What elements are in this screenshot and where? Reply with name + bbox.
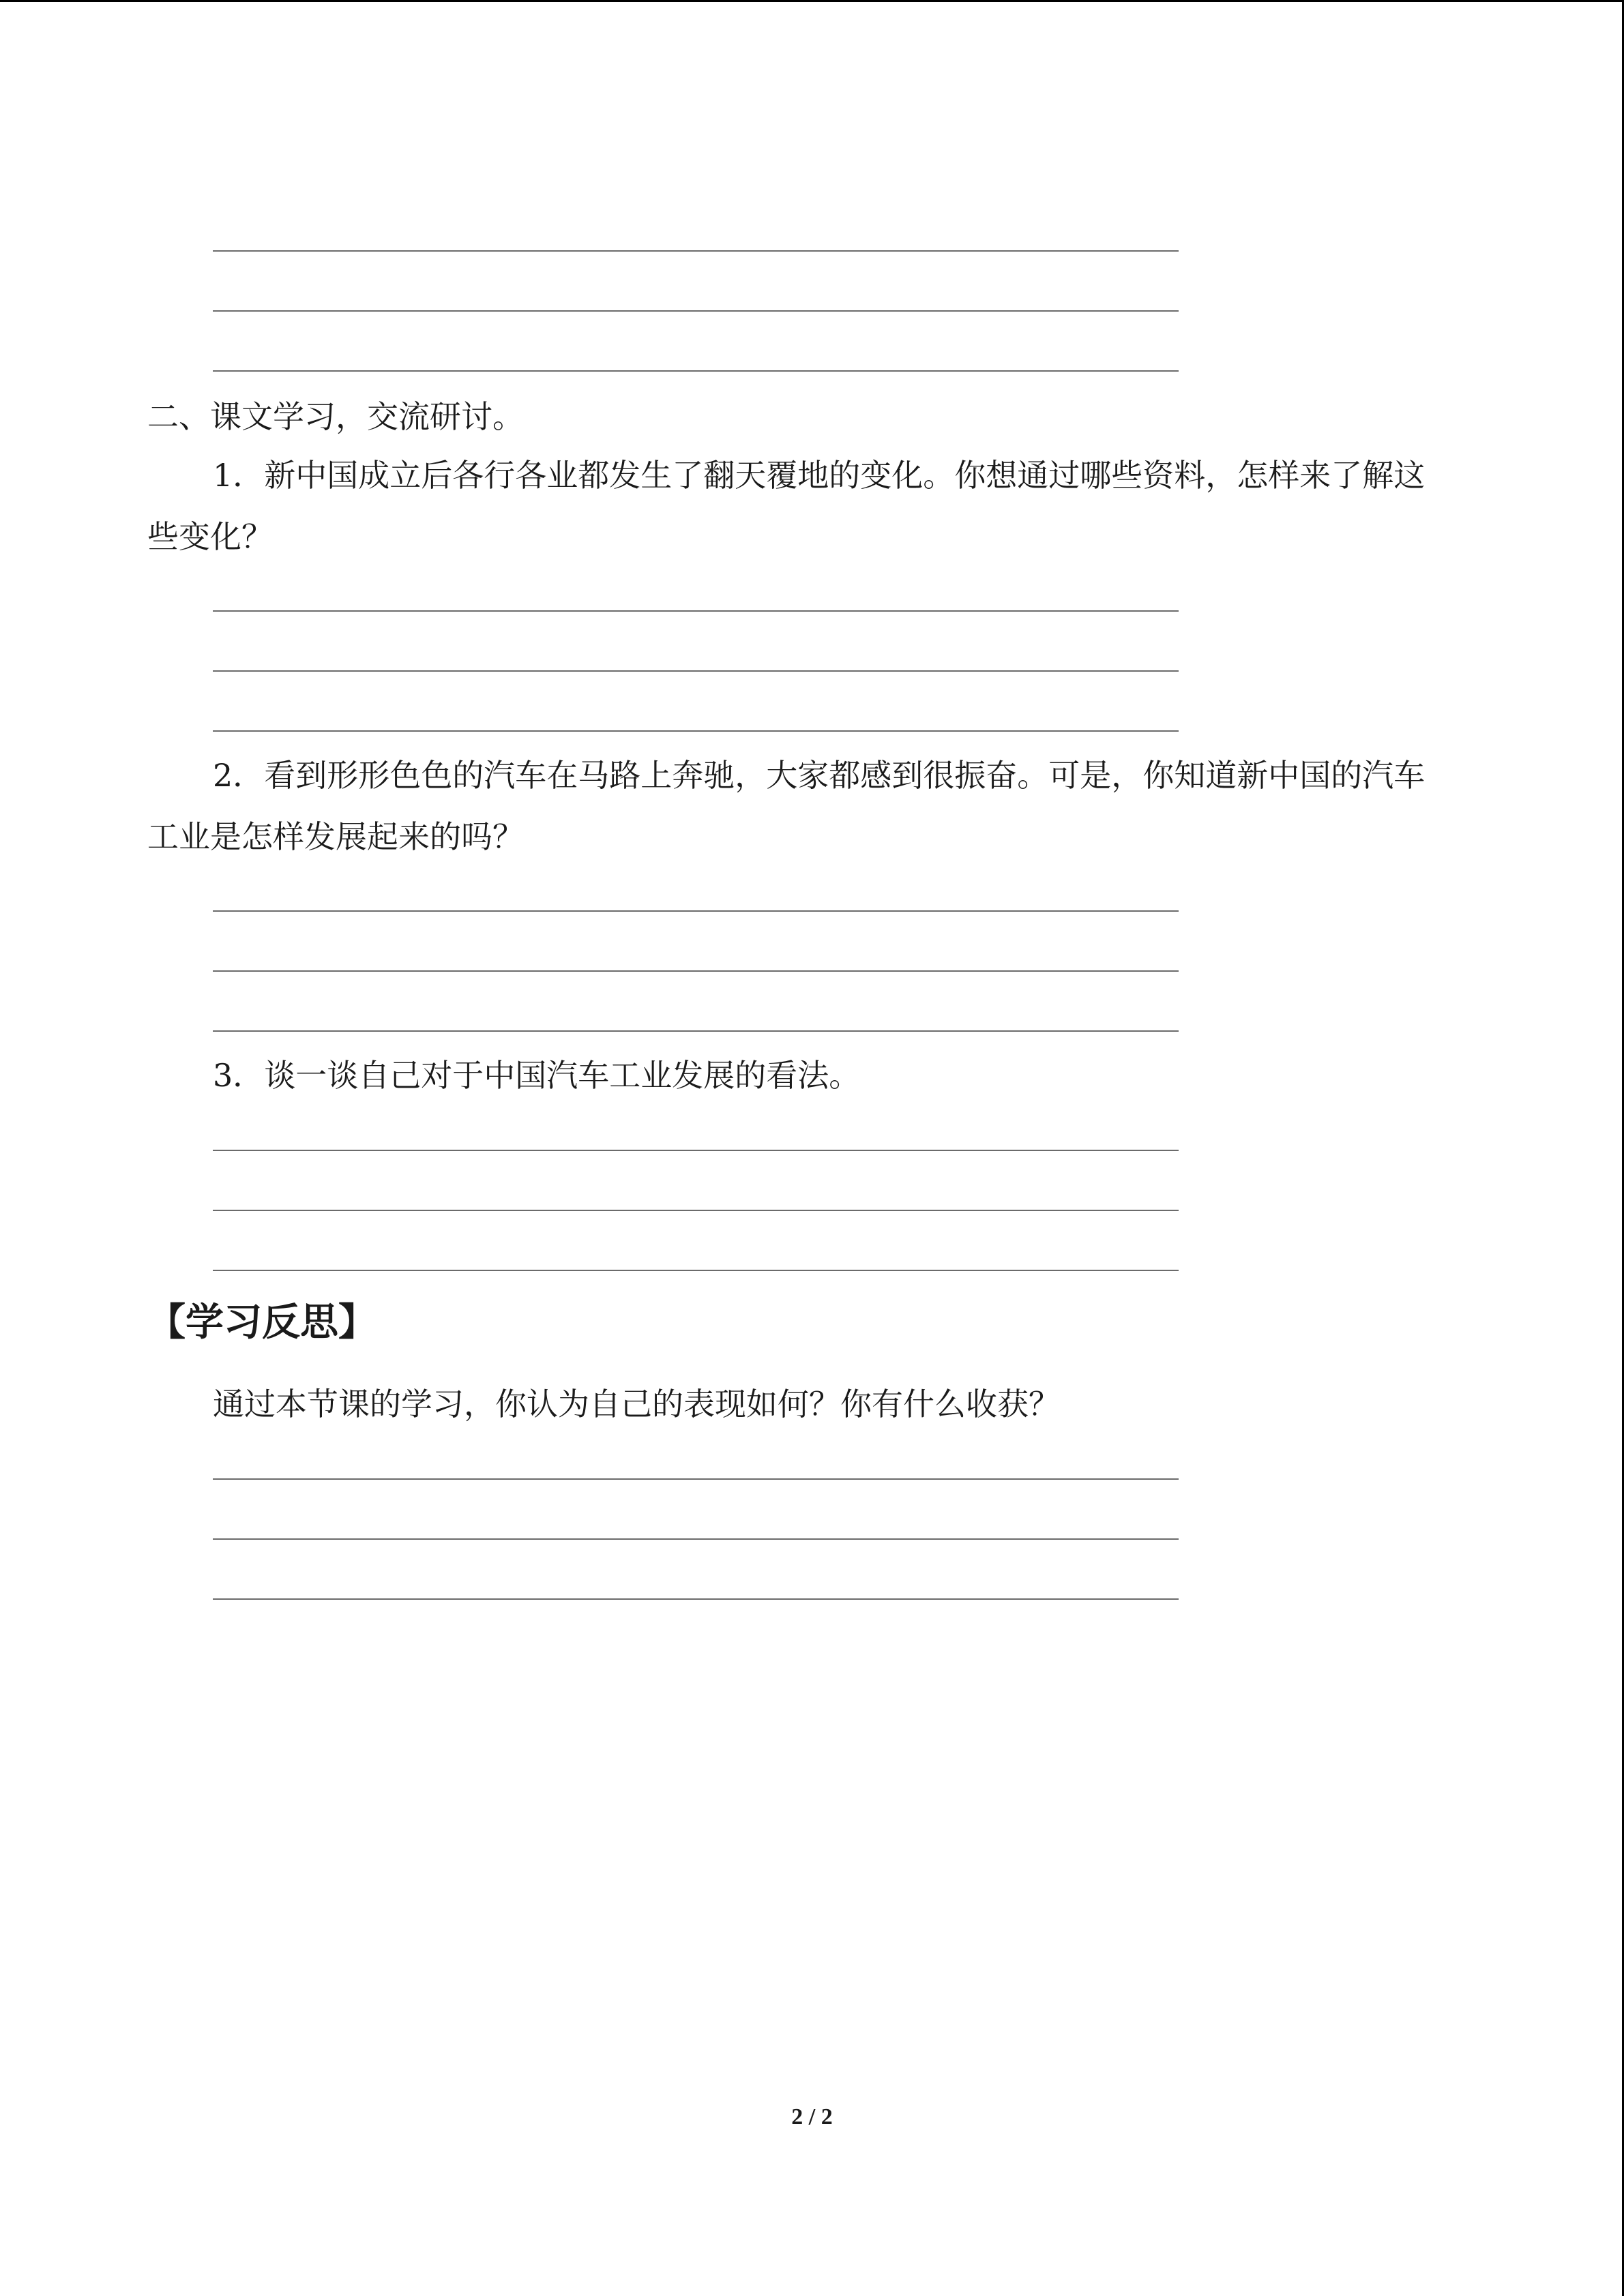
- question-3-text: 3．谈一谈自己对于中国汽车工业发展的看法。: [213, 1057, 861, 1094]
- answer-line[interactable]: [213, 370, 1179, 372]
- answer-line[interactable]: [213, 1478, 1179, 1480]
- question-2-text-continued: 工业是怎样发展起来的吗？: [147, 818, 524, 855]
- answer-line[interactable]: [213, 910, 1179, 912]
- answer-line[interactable]: [213, 670, 1179, 672]
- answer-line[interactable]: [213, 250, 1179, 252]
- answer-line[interactable]: [213, 970, 1179, 972]
- answer-line[interactable]: [213, 1538, 1179, 1540]
- question-1-text-continued: 些变化？: [147, 518, 273, 555]
- answer-line[interactable]: [213, 1270, 1179, 1271]
- answer-line[interactable]: [213, 1210, 1179, 1211]
- page-number: 2 / 2: [791, 2104, 833, 2130]
- reflection-heading: 【学习反思】: [147, 1300, 377, 1345]
- reflection-prompt: 通过本节课的学习，你认为自己的表现如何？你有什么收获？: [213, 1386, 1060, 1422]
- question-2-text: 2．看到形形色色的汽车在马路上奔驰，大家都感到很振奋。可是，你知道新中国的汽车: [213, 757, 1426, 794]
- answer-line[interactable]: [213, 1598, 1179, 1600]
- answer-line[interactable]: [213, 1030, 1179, 1032]
- answer-line[interactable]: [213, 730, 1179, 732]
- answer-line[interactable]: [213, 610, 1179, 612]
- section-title: 二、课文学习，交流研讨。: [147, 398, 524, 435]
- answer-line[interactable]: [213, 1150, 1179, 1151]
- page-border-top: [0, 0, 1624, 2]
- answer-line[interactable]: [213, 310, 1179, 312]
- question-1-text: 1．新中国成立后各行各业都发生了翻天覆地的变化。你想通过哪些资料，怎样来了解这: [213, 457, 1426, 494]
